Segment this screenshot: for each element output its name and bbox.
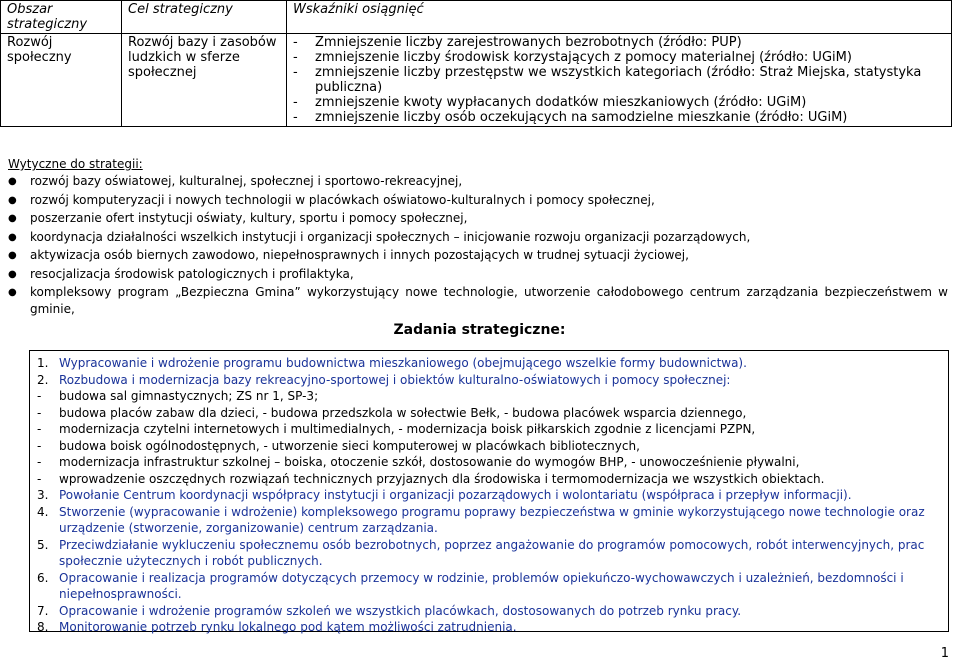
task-text: budowa sal gimnastycznych; ZS nr 1, SP-3; — [59, 389, 319, 403]
task-text: Wypracowanie i wdrożenie programu budownictwa mieszkaniowego (obejmującego wszelkie formy budownictwa). — [59, 356, 747, 370]
task-subitem — [37, 421, 942, 438]
task-item — [37, 603, 942, 620]
task-number: 4. — [37, 504, 49, 519]
task-text: Stworzenie (wypracowanie i wdrożenie) kompleksowego programu poprawy bezpieczeństwa w gminie wykorzystującego nowe technologie oraz urządzenie (stworzenie, zorganizowanie) centrum zarządzania. — [59, 504, 925, 535]
task-text: Opracowanie i wdrożenie programów szkoleń we wszystkich placówkach, dostosowanych do potrzeb rynku pracy. — [59, 603, 742, 618]
bullet-icon: ● — [8, 287, 17, 298]
bullet-icon: ● — [8, 194, 17, 206]
bullet-icon: ● — [8, 231, 17, 243]
task-number: 7. — [37, 603, 49, 618]
task-item — [37, 619, 942, 636]
task-number: - — [37, 438, 42, 453]
bullet-icon: ● — [8, 250, 17, 261]
indicator-item: - zmniejszenie liczby środowisk korzystających z pomocy materialnej (źródło: UGiM) — [293, 50, 852, 65]
task-text: Opracowanie i realizacja programów dotyczących przemocy w rodzinie, problemów opiekuńczo-wychowawczych i uzależnień, bezdomności i niepełnosprawności. — [59, 570, 904, 601]
goal-cell: Rozwój bazy i zasobów ludzkich w sferze społecznej — [122, 34, 287, 127]
header-area: Obszar strategiczny — [1, 1, 122, 34]
task-text: budowa placów zabaw dla dzieci, - budowa przedszkola w sołectwie Bełk, - budowa placówek wsparcia dziennego, — [59, 405, 747, 420]
indicator-item: - zmniejszenie liczby osób oczekujących na samodzielne mieszkanie (źródło: UGiM) — [293, 110, 848, 125]
guidelines-title: Wytyczne do strategii: — [8, 157, 143, 171]
task-subitem — [37, 405, 942, 422]
task-number: - — [37, 455, 42, 469]
guideline-item: ● kompleksowy program „Bezpieczna Gmina” wykorzystujący nowe technologie, utworzenie całodobowego centrum zarządzania bezpieczeństwem w gminie, — [8, 285, 948, 316]
task-number: 8. — [37, 620, 49, 634]
task-number: 2. — [37, 372, 49, 387]
task-text: wprowadzenie oszczędnych rozwiązań technicznych przyjaznych dla środowiska i termomodernizacja we wszystkich obiektach. — [59, 471, 825, 486]
guideline-item: ● aktywizacja osób biernych zawodowo, niepełnosprawnych i innych pozostających w trudnej sytuacji życiowej, — [8, 248, 689, 262]
task-subitem — [37, 388, 942, 405]
guideline-item: ● poszerzanie ofert instytucji oświaty, kultury, sportu i pomocy społecznej, — [8, 211, 468, 225]
task-number: - — [37, 405, 42, 420]
task-text: modernizacja czytelni internetowych i multimedialnych, - modernizacja boisk piłkarskich zgodnie z licencjami PZPN, — [59, 422, 756, 436]
guideline-item: ● rozwój komputeryzacji i nowych technologii w placówkach oświatowo-kulturalnych i pomocy społecznej, — [8, 192, 655, 207]
header-indicators: Wskaźniki osiągnięć — [287, 1, 952, 34]
guideline-item: ● resocjalizacja środowisk patologicznych i profilaktyka, — [8, 266, 354, 281]
guidelines-section — [8, 156, 948, 320]
header-goal: Cel strategiczny — [122, 1, 287, 34]
task-item — [37, 355, 942, 372]
task-item — [37, 487, 942, 504]
area-cell: Rozwój społeczny — [1, 34, 122, 127]
task-text: Rozbudowa i modernizacja bazy rekreacyjno-sportowej i obiektów kulturalno-oświatowych i pomocy społecznej: — [59, 372, 731, 387]
guideline-item: ● rozwój bazy oświatowej, kulturalnej, społecznej i sportowo-rekreacyjnej, — [8, 174, 463, 188]
task-number: 6. — [37, 570, 49, 585]
indicator-item: - zmniejszenie liczby przestępstw we wszystkich kategoriach (źródło: Straż Miejska, statystyka publiczna) — [293, 65, 922, 95]
bullet-icon: ● — [8, 268, 17, 280]
indicator-item: - Zmniejszenie liczby zarejestrowanych bezrobotnych (źródło: PUP) — [293, 35, 742, 50]
task-number: - — [37, 471, 42, 486]
tasks-title: Zadania strategiczne: — [393, 322, 566, 338]
task-subitem — [37, 454, 942, 471]
bullet-icon: ● — [8, 213, 17, 224]
task-number: - — [37, 422, 42, 436]
task-item — [37, 372, 942, 389]
task-number: 5. — [37, 537, 49, 552]
tasks-box — [29, 350, 949, 632]
guidelines-list — [8, 173, 948, 318]
strategy-table — [0, 0, 952, 127]
task-item — [37, 504, 942, 537]
task-item — [37, 570, 942, 603]
task-number: 1. — [37, 356, 49, 370]
indicator-item: - zmniejszenie kwoty wypłacanych dodatków mieszkaniowych (źródło: UGiM) — [293, 95, 807, 110]
task-text: budowa boisk ogólnodostępnych, - utworzenie sieci komputerowej w placówkach bibliotecznych, — [59, 438, 640, 453]
task-text: Monitorowanie potrzeb rynku lokalnego pod kątem możliwości zatrudnienia. — [59, 620, 517, 634]
bullet-icon: ● — [8, 176, 17, 187]
page-number: 1 — [940, 646, 949, 661]
task-text: Przeciwdziałanie wykluczeniu społecznemu osób bezrobotnych, poprzez angażowanie do programów pomocowych, robót interwencyjnych, prac społecznie użytecznych i robót publicznych. — [59, 537, 925, 568]
task-text: Powołanie Centrum koordynacji współpracy instytucji i organizacji pozarządowych i wolontariatu (współpraca i przepływ informacji). — [59, 488, 852, 502]
task-number: - — [37, 389, 42, 403]
guideline-item: ● koordynacja działalności wszelkich instytucji i organizacji społecznych – inicjowanie rozwoju organizacji pozarządowych, — [8, 229, 751, 244]
task-subitem — [37, 471, 942, 488]
task-item — [37, 537, 942, 570]
task-text: modernizacja infrastruktur szkolnej – boiska, otoczenie szkół, dostosowanie do wymogów BHP, - unowocześnienie pływalni, — [59, 455, 800, 469]
task-number: 3. — [37, 488, 49, 502]
task-subitem — [37, 438, 942, 455]
indicators-cell — [287, 34, 952, 127]
